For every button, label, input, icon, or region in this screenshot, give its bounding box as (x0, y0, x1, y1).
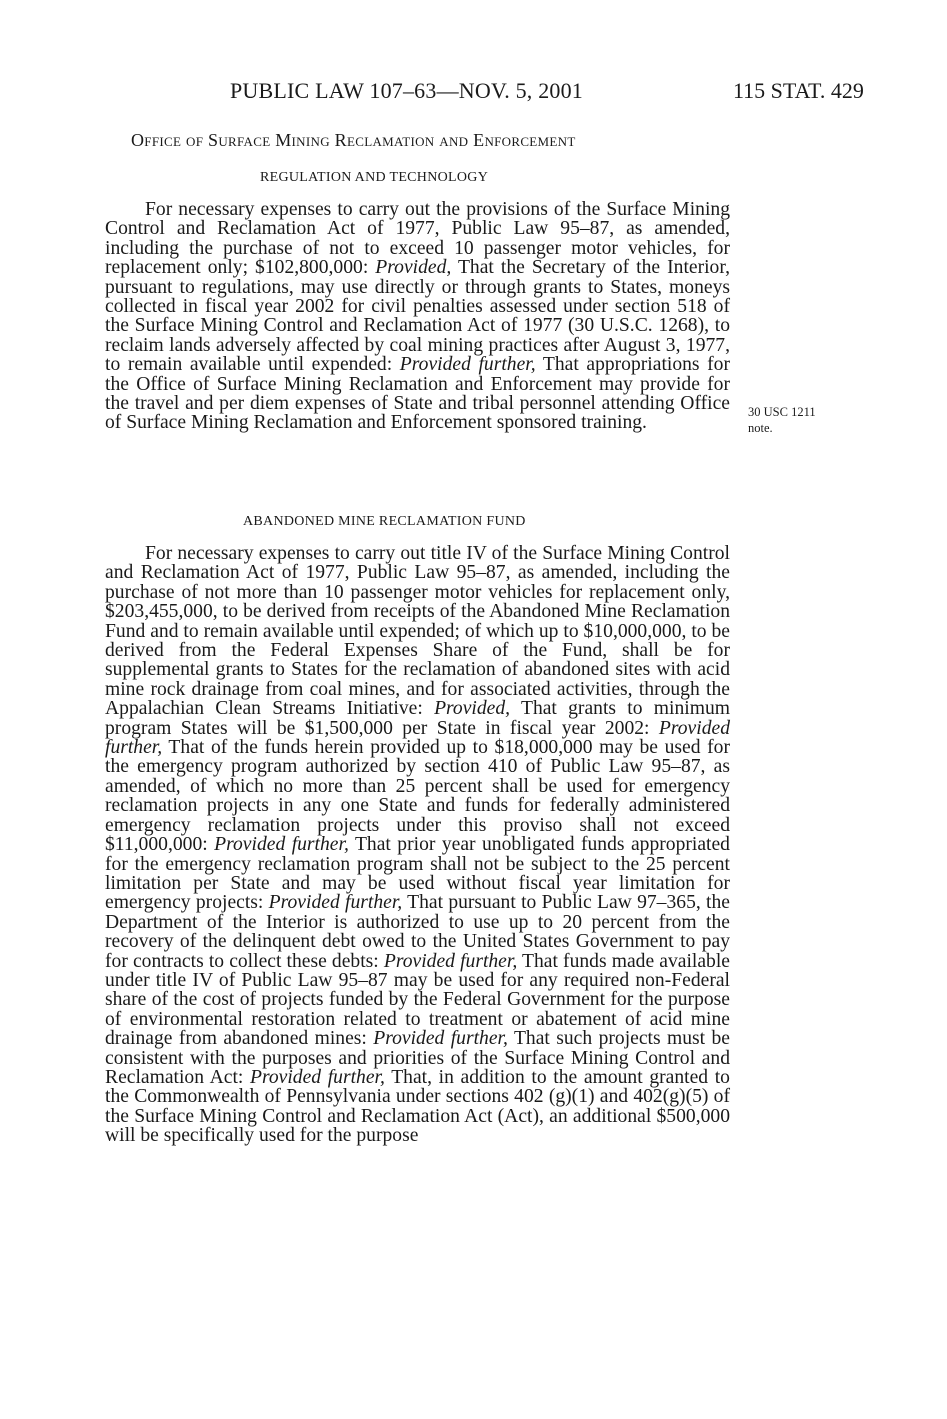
paragraph-abandoned-mine (105, 544, 730, 1146)
proviso-phrase: Provided further, (268, 892, 403, 914)
proviso-phrase: Provided further, (373, 1028, 508, 1050)
proviso-phrase: Provided further, (399, 354, 536, 376)
paragraph-regulation (105, 200, 730, 433)
text-run: That pursuant to Public Law 97–365, the Department of the Interior is authorized to use up to 20 percent from the recovery of the delinquent debt owed to the United States Government to pay for contracts to collect these debts: (105, 892, 730, 972)
text-run: That grants to minimum program States will be $1,500,000 per State in fiscal year 2002: (105, 698, 730, 739)
margin-note-citation: 30 USC 1211 (748, 405, 816, 419)
proviso-phrase: Provided, (434, 698, 511, 720)
proviso-phrase: Provided further, (383, 950, 518, 972)
text-run: For necessary expenses to carry out title IV of the Surface Mining Control and Reclamation Act of 1977, Public Law 95–87, as amended, including the purchase of not more than 10 passenger motor vehicles for replacement only, $203,455,000, to be derived from receipts of the Abandoned Mine Reclamation Fund and to remain available until expended; of which up to $10,000,000, to be derived from the Federal Expenses Share of the Fund, shall be for supplemental grants to States for the reclamation of abandoned sites with acid mine rock drainage from coal mines, and for associated activities, through the Appalachian Clean Streams Initiative: (105, 543, 730, 720)
text-run: That such projects must be consistent with the purposes and priorities of the Surface Mining Control and Reclamation Act: (105, 1028, 730, 1088)
page-citation: 115 STAT. 429 (733, 78, 864, 103)
text-run: That appropriations for the Office of Surface Mining Reclamation and Enforcement may provide for the travel and per diem expenses of State and tribal personnel attending Office of Surface Mining Reclamation and Enforcement sponsored training. (105, 354, 730, 434)
proviso-phrase: Provided, (375, 257, 452, 279)
proviso-phrase: Provided further, (214, 834, 349, 856)
text-run: That, in addition to the amount granted to the Commonwealth of Pennsylvania under sections 402 (g)(1) and 402(g)(5) of the Surface Mining Control and Reclamation Act (Act), an additional $500,000 will be specifically used for the purpose (105, 1066, 730, 1147)
section-heading-abandoned-mine-text: ABANDONED MINE RECLAMATION FUND (243, 514, 526, 529)
agency-heading: Office of Surface Mining Reclamation and Enforcement (131, 130, 576, 150)
running-header-title: PUBLIC LAW 107–63—NOV. 5, 2001 (230, 78, 583, 103)
proviso-phrase: Provided further, (249, 1066, 385, 1088)
text-run: For necessary expenses to carry out the provisions of the Surface Mining Control and Reclamation Act of 1977, Public Law 95–87, as amended, including the purchase of not to exceed 10 passenger motor vehicles, for replacement only; $102,800,000: (105, 199, 730, 279)
proviso-phrase: Provided further, (105, 717, 730, 759)
text-run: That of the funds herein provided up to $18,000,000 may be used for the emergency program authorized by section 410 of Public Law 95–87, as amended, of which no more than 25 percent shall be used for emergency reclamation projects in any one State and funds for federally administered emergency reclamation projects under this proviso shall not exceed $11,000,000: (105, 737, 730, 856)
margin-note-label: note. (748, 421, 773, 435)
text-run: That funds made available under title IV of Public Law 95–87 may be used for any required non-Federal share of the cost of projects funded by the Federal Government for the purpose of environmental restoration related to treatment or abatement of acid mine drainage from abandoned mines: (105, 950, 730, 1050)
text-run: That prior year unobligated funds appropriated for the emergency reclamation program shall not be subject to the 25 percent limitation per State and may be used without fiscal year limitation for emergency projects: (105, 834, 730, 914)
margin-note (748, 404, 816, 436)
section-heading-regulation-text: REGULATION AND TECHNOLOGY (260, 170, 489, 185)
text-run: That the Secretary of the Interior, pursuant to regulations, may use directly or through grants to States, moneys collected in fiscal year 2002 for civil penalties assessed under section 518 of the Surface Mining Control and Reclamation Act of 1977 (30 U.S.C. 1268), to reclaim lands adversely affected by coal mining practices after August 3, 1977, to remain available until expended: (105, 257, 730, 376)
